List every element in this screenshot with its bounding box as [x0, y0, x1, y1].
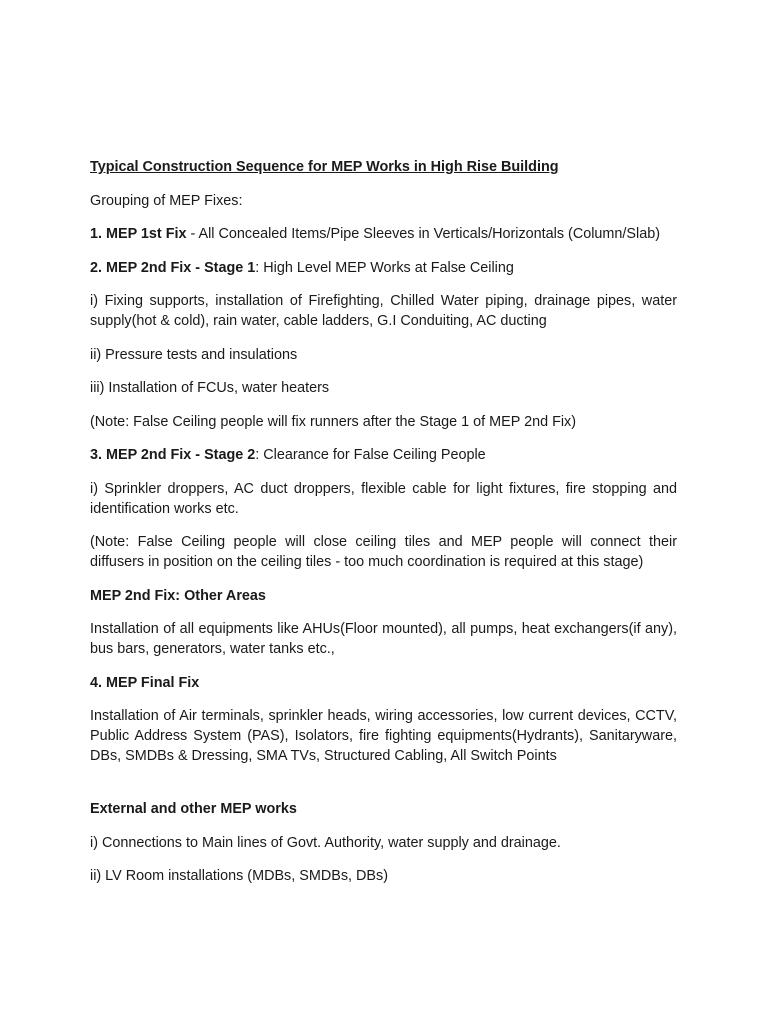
- document-title: Typical Construction Sequence for MEP Works in High Rise Building: [90, 159, 559, 175]
- section-label: 3. MEP 2nd Fix - Stage 2: [90, 447, 256, 463]
- stage1-item-ii: ii) Pressure tests and insulations: [90, 346, 298, 363]
- section-label: 1. MEP 1st Fix: [90, 226, 187, 242]
- section-label: 2. MEP 2nd Fix - Stage 1: [90, 259, 256, 276]
- external-item-i: i) Connections to Main lines of Govt. Authority, water supply and drainage.: [90, 834, 561, 851]
- other-areas-heading: MEP 2nd Fix: Other Areas: [90, 587, 266, 604]
- section-text: : Clearance for False Ceiling People: [255, 447, 486, 463]
- section-mep-2nd-fix-stage-1: [90, 258, 677, 278]
- other-areas-text: Installation of all equipments like AHUs(Floor mounted), all pumps, heat exchangers(if any), bus bars, generators, water tanks etc.,: [90, 621, 677, 657]
- final-fix-heading: 4. MEP Final Fix: [90, 674, 200, 691]
- stage2-note: (Note: False Ceiling people will close ceiling tiles and MEP people will connect their diffusers in position on the ceiling tiles - too much coordination is required at this stage): [90, 534, 677, 570]
- section-text: - All Concealed Items/Pipe Sleeves in Verticals/Horizontals (Column/Slab): [186, 226, 661, 242]
- stage1-note: (Note: False Ceiling people will fix runners after the Stage 1 of MEP 2nd Fix): [90, 413, 577, 430]
- final-fix-text: Installation of Air terminals, sprinkler heads, wiring accessories, low current devices, CCTV, Public Address System (PAS), Isolators, fire fighting equipments(Hydrants), Sanitaryware, DBs, SMDBs & Dressing, SMA TVs, Structured Cabling, All Switch Points: [90, 708, 677, 764]
- section-mep-1st-fix: [90, 224, 677, 244]
- stage1-item-iii: iii) Installation of FCUs, water heaters: [90, 380, 330, 396]
- external-heading: External and other MEP works: [90, 801, 297, 817]
- external-item-ii: ii) LV Room installations (MDBs, SMDBs, DBs): [90, 868, 389, 884]
- section-mep-2nd-fix-stage-2: [90, 445, 677, 465]
- stage2-item-i: i) Sprinkler droppers, AC duct droppers, flexible cable for light fixtures, fire stopping and identification works etc.: [90, 480, 677, 517]
- document-page: [90, 157, 677, 900]
- grouping-intro: Grouping of MEP Fixes:: [90, 192, 243, 209]
- section-text: : High Level MEP Works at False Ceiling: [255, 259, 514, 276]
- stage1-item-i: i) Fixing supports, installation of Firefighting, Chilled Water piping, drainage pipes, water supply(hot & cold), rain water, cable ladders, G.I Conduiting, AC ducting: [90, 293, 677, 329]
